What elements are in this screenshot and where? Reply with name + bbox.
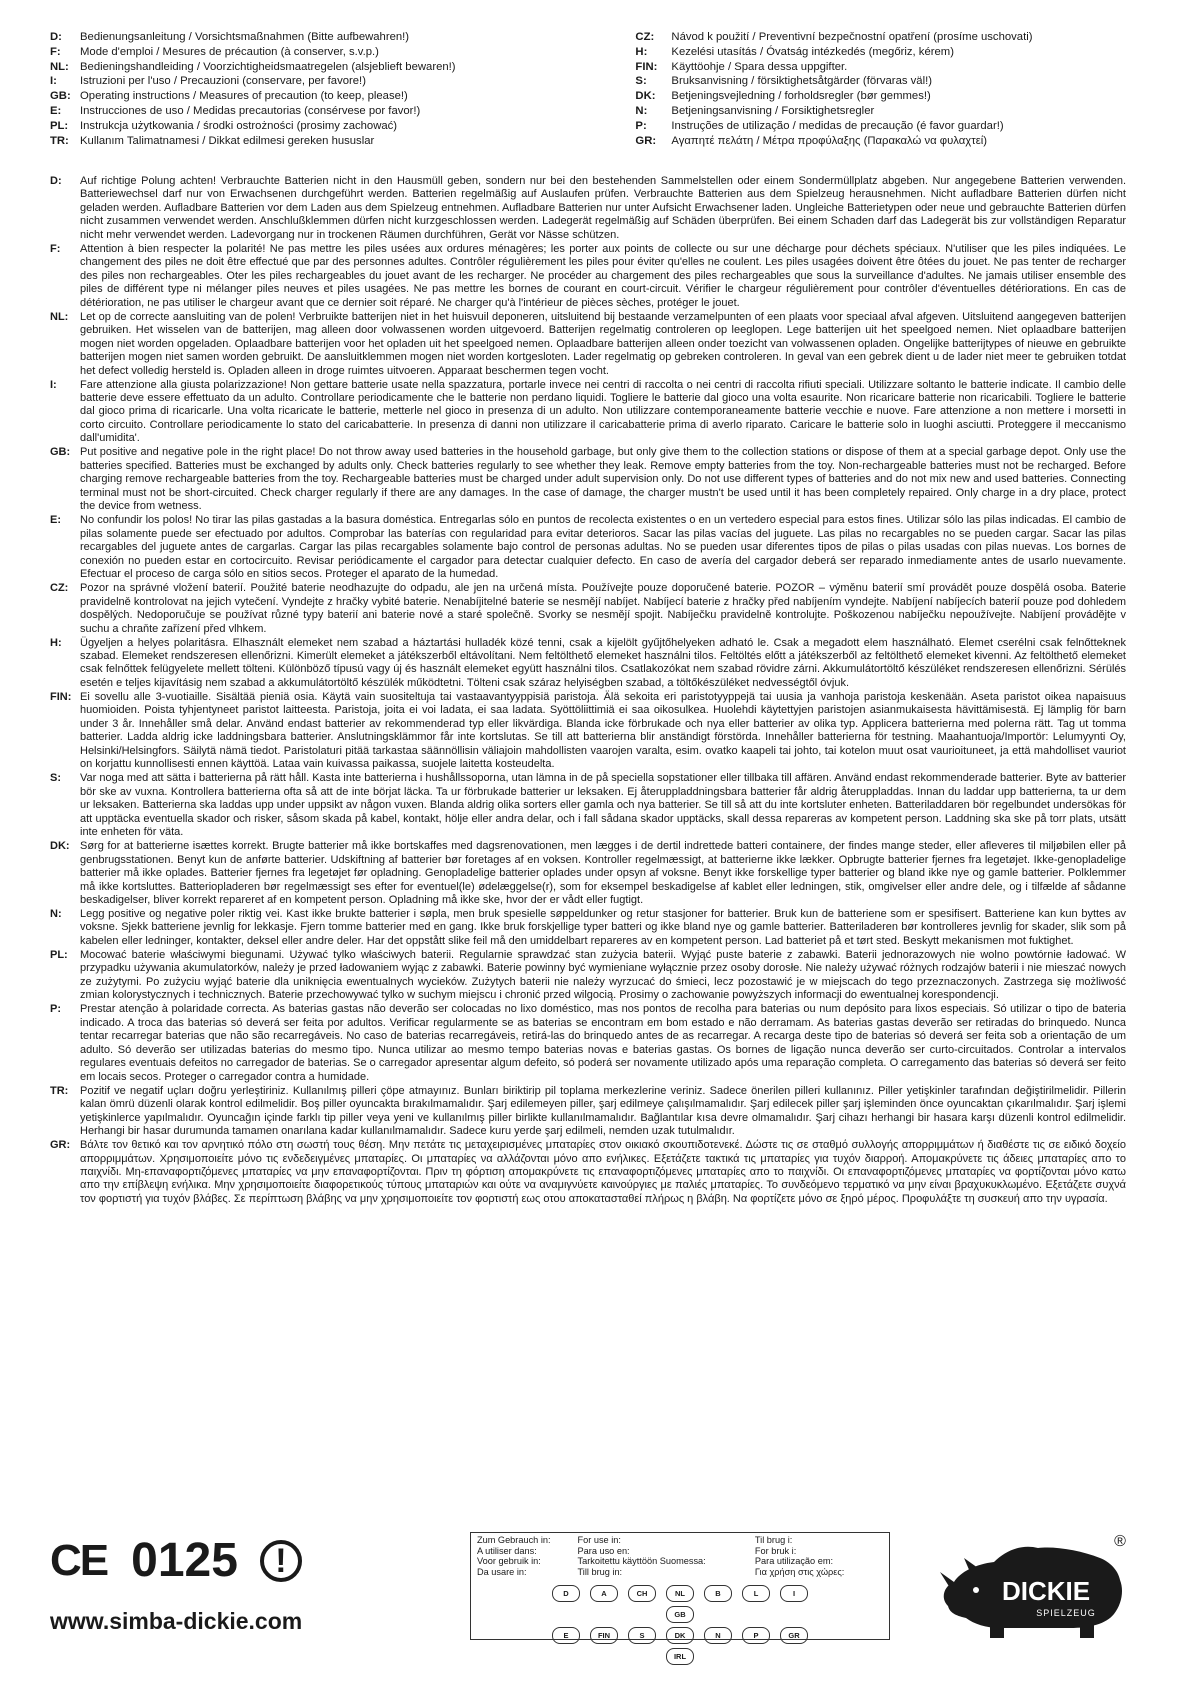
brand-name: DICKIE — [1001, 1576, 1091, 1606]
header-line — [50, 134, 593, 149]
section-text: Prestar atenção à polaridade correcta. As baterias gastas não deverão ser colocadas no lixo doméstico, mas nos pontos de recolha para baterias ou num depósito para lixos especiais. Só utilizar o tipo de bateria indicado. A troca das baterias só deverá ser feita por adultos. Verificar regularmente se as baterias se encontram em bom estado e não derramam. As baterias gastas deverão ser retiradas do brinquedo. Nunca tentar recarregar baterias que não são recarregáveis. No caso de baterias recarregáveis, retirá-las do brinquedo antes de as recarregar. A recarga deste tipo de baterias só deverá ser feita sob a orientação de um adulto. Só deverão ser utilizadas baterias do mesmo tipo. Nunca utilizar ao mesmo tempo baterias novas e baterias gastas. Os bornes de ligação nunca deverão ser curto-circuitados. Controlar a intervalos regulares eventuais defeitos no carregador de baterias. Se o carregador apresentar algum defeito, só poderá ser novamente utilizado após uma reparação completa. O carregamento das baterias só deverá ser feito em locais secos. Proteger o carregador contra a humidade. — [80, 1003, 1126, 1083]
section-text: Ei sovellu alle 3-vuotiaille. Sisältää pieniä osia. Käytä vain suositeltuja tai vastaavantyyppisiä paristoja. Älä sekoita eri paristotyyppejä tai uusia ja vanhoja paristoja keskenään. Aseta paristot oikea napaisuus huomioiden. Poista tyhjentyneet paristot laitteesta. Paristoja, joita ei voi ladata, ei saa ladata. Syöttöliittimiä ei saa oikosulkea. Huolehdi käytettyjen paristojen asianmukaisesta hävittämisestä. Ej lämplig för barn under 3 år. Innehåller små delar. Använd endast batterier av rekommenderad typ eller likvärdiga. Blanda icke förbrukade och nya eller batterier av olika typ. Applicera batterierna med polerna rätt. Tag ut tomma batterier. Ladda aldrig icke laddningsbara batterier. Anslutningsklämmor får inte kortslutas. Se till att batterierna blir anständigt förstörda. Innehåller batterierna för testning. Maahantuoja/Importör: Lelumyynti Oy, Helsinki/Helsingfors. Säilytä nämä tiedot. Paristolaturi pitää tarkastaa säännöllisin väliajoin mahdollisten vaarojen varalta, esim. ovatko kaapeli tai johto, tai kotelon muut osat vaurioituneet, ja että mahdolliset vauriot on korjattu kunnollisesti ennen käyttöä. Lataa vain kuivassa paikassa, suojele laitetta kosteudelta. — [80, 690, 1126, 771]
section-text: No confundir los polos! No tirar las pilas gastadas a la basura doméstica. Entregarlas sólo en puntos de recolecta existentes o en un vertedero especial para estos fines. Utilizar sólo las pilas indicadas. El cambio de pilas solamente puede ser efectuado por adultos. Comprobar las baterías con regularidad para evitar deterioros. Sacar las pilas vacías del juguete. Las pilas no recargables no se pueden cargar. Sacar las pilas recargables del juguete antes de cargarlas. Cargar las pilas recargables solamente bajo control de personas adultas. No se pueden usar diferentes tipos de pilas o pilas usadas con pilas nuevas. Los bornes de conexión no pueden estar en cortocircuito. Revisar periódicamente el cargador para detectar cualquier defecto. En caso de avería del cargador deberá ser reparado inmediamente antes de usarlo nuevamente. Efectuar el proceso de carga sólo en sitios secos. Proteger el aparato de la humedad. — [80, 514, 1126, 581]
use-line: Tarkoitettu käyttöön Suomessa: — [577, 1556, 706, 1567]
country-code-badge: NL — [666, 1585, 694, 1602]
header-line — [635, 134, 1150, 149]
header-line — [635, 30, 1150, 45]
header-line — [50, 74, 593, 89]
section-language-code: TR: — [50, 1084, 69, 1097]
language-code: GB: — [50, 90, 71, 103]
section-language-code: D: — [50, 175, 62, 187]
warning-section — [50, 691, 1126, 772]
language-code: I: — [50, 75, 57, 88]
warning-section — [50, 446, 1126, 513]
header-line — [50, 45, 593, 60]
country-code-badge: DK — [666, 1627, 694, 1644]
warning-section — [50, 1139, 1126, 1206]
warning-section — [50, 637, 1126, 691]
header-text: Kezelési utasítás / Óvatság intézkedés (megőriz, kérem) — [671, 45, 954, 58]
section-text: Sørg for at batterierne isættes korrekt. Brugte batterier må ikke bortskaffes med dagsrenovationen, men lægges i de dertil indrettede batteri containere, der findes mange steder, eller afleveres til miljøbilen eller på genbrugsstationen. Benyt kun de anførte batterier. Udskiftning af batterier bør foretages af en voksen. Kontroller regelmæssigt, at batterierne ikke lækker. Opbrugte batterier fjernes fra legetøjet. Ikke-genopladelige batterier må ikke oplades. Batterier fjernes fra legetøjet før opladning. Genopladelige batterier oplades under opsyn af voksne. Benyt ikke forskellige typer batterier og bland ikke nye og gamle batterier. Polklemmer må ikke kortsluttes. Batteriopladeren bør regelmæssigt ses efter for eventuel(le) ødelæggelse(r), som for eksempel beskadigelse af kablet eller ledningen, stik, omgivelser eller andre dele, og i tilfælde af sådanne beskadigelser, bliver korrekt repareret af en kompetent person. Opladning må ikke ske, hvor der er vådt eller fugtigt. — [80, 840, 1126, 906]
use-line: Zum Gebrauch in: — [477, 1535, 551, 1545]
warning-section — [50, 175, 1126, 242]
header-text: Betjeningsvejledning / forholdsregler (bør gemmes!) — [671, 90, 931, 103]
section-text: Ügyeljen a helyes polaritásra. Elhasznált elemeket nem szabad a háztartási hulladék közé tenni, csak a kijelölt gyűjtőhelyeken adható le. Csak a megadott elem használható. Elemet cserélni csak felnőtteknek szabad. Elemeket rendszeresen ellenőrizni. Kimerült elemeket a játékszerből eltávolítani. Nem feltölthető elemeket használni tilos. Feltöltés előtt a játékszerből az feltölthető elemeket kivenni. Az feltölthető elemeket csak felnőttek felügyelete mellett tölteni. Különböző típusú vagy új és használt elemeket együtt használni tilos. Csatlakozókat nem szabad rövidre zárni. Akkumulátortöltő készüléket rendszeresen ellenőrizni. Sérülés esetén e teljes kijavításig nem szabad a akkumulátortöltő készülék működtetni. Tölteni csak száraz helyiségben szabad, a töltőkészüléket nedvességtől óvjuk. — [80, 636, 1126, 689]
header-line — [635, 89, 1150, 104]
registered-mark: ® — [1114, 1533, 1126, 1550]
section-language-code: PL: — [50, 948, 68, 961]
use-line: A utiliser dans: — [477, 1545, 537, 1556]
country-code-badge: GR — [780, 1627, 808, 1644]
language-code: H: — [635, 45, 648, 58]
section-text: Var noga med att sätta i batterierna på rätt håll. Kasta inte batterierna i hushållssoporna, utan lämna in de på speciella sopstationer eller tillbaka till affären. Använd endast rekommenderade batterier. Byte av batterier bör ske av vuxna. Kontrollera batterierna ofta så att de inte börjat läcka. Ta ur förbrukade batterier ur leksaken. Ej återuppladdningsbara batterier får aldrig återuppladdas. Innan du laddar upp batterierna, ta ur dem ur leksaken. Batterierna ska laddas upp under uppsikt av någon vuxen. Blanda aldrig olika sorters eller gamla och nya batterier. Se till så att du inte kortsluter enheten. Batteriladdaren bör regelbundet undersökas för att upptäcka eventuella skador och risker, såsom skada på kabel, kontakt, hölje eller andra delar, och i fall sådana skador upptäcks, skall dessa repareras av kompetent person. Laddning ska ske på torr plats, utsätt inte enheten för väta. — [80, 772, 1126, 839]
section-language-code: S: — [50, 772, 61, 785]
header-line — [635, 74, 1150, 89]
use-line: Voor gebruik in: — [477, 1556, 541, 1567]
language-code: S: — [635, 75, 647, 88]
language-code: N: — [635, 104, 648, 117]
use-column-1 — [477, 1535, 578, 1577]
header-line — [50, 119, 593, 134]
header-text: Bedienungsanleitung / Vorsichtsmaßnahmen (Bitte aufbewahren!) — [80, 31, 410, 43]
language-code: D: — [50, 31, 62, 43]
header-text: Návod k použití / Preventivní bezpečnostní opatření (prosíme uschovati) — [671, 31, 1033, 43]
country-use-box — [470, 1532, 890, 1661]
language-code: TR: — [50, 134, 69, 147]
section-language-code: NL: — [50, 310, 69, 323]
warning-section — [50, 582, 1126, 636]
header-text: Instrukcja użytkowania / środki ostrożności (prosimy zachować) — [80, 119, 398, 132]
certification-row — [50, 1536, 302, 1586]
notified-body-number: 0125 — [131, 1534, 238, 1587]
country-code-badge: L — [742, 1585, 770, 1602]
section-text: Pozitif ve negatif uçları doğru yerleştiriniz. Kullanılmış pilleri çöpe atmayınız. Bunları biriktirip pil toplama merkezlerine veriniz. Sadece önerilen pilleri kullanınız. Piller yetişkinler tarafından değiştirilmelidir. Pillerin kalan ömrü düzenli olarak kontrol edilmelidir. Boş piller oyuncakta bırakılmamalıdır. Şarj edilemeyen piller, şarj edilmeye çalışılmamalıdır. Şarj edilecek piller şarj işleminden önce oyuncaktan çıkarılmalıdır. Şarj işlemi yetişkinlerce yapılmalıdır. Oyuncağın içinde farklı tip piller veya yeni ve kullanılmış piller birlikte kullanılmamalıdır. Bağlantılar kısa devre olmamalıdır. Şarj cihazı herhangi bir hasara karşı düzenli kontrol edilmelidir. Herhangi bir hasar durumunda tamamen onarılana kadar kullanılmamalıdır. Sadece kuru yerde şarj edilmeli, nemden uzak tutulmalıdır. — [80, 1084, 1126, 1138]
section-text: Let op de correcte aansluiting van de polen! Verbruikte batterijen niet in het huisvuil deponeren, uitsluitend bij bestaande verzamelpunten of een plaats voor speciaal afval afgeven. Uitsluitend aangegeven batterijen gebruiken. Het wisselen van de batterijen, mag alleen door volwassenen worden uitgevoerd. Batterijen regelmatig controleren op leeglopen. Lege batterijen uit het speelgoed nemen. Niet oplaadbare batterijen mogen niet worden opgeladen. Oplaadbare batterijen voor het opladen uit het speelgoed nemen. Oplaadbare batterijen alleen onder toezicht van volwassenen opladen. Ongelijke batterijtypes of nieuwe en gebruikte batterijen mogen niet samen worden gebruikt. De aansluitklemmen mogen niet worden kortgesloten. Lader regelmatig op gebreken controleren. In geval van een gebrek dient u de lader niet meer te gebruiken totdat het defect volledig hersteld is. Opladen alleen in droge ruimtes uitvoeren. Apparaat beschermen tegen vocht. — [80, 310, 1126, 377]
use-line: Till brug in: — [577, 1566, 623, 1577]
section-text: Legg positive og negative poler riktig vei. Kast ikke brukte batterier i søpla, men bruk spesielle søppeldunker og retur stasjoner for batterier. Bruk kun de batteriene som er spesifisert. Batteriene kan kun byttes av voksne. Sjekk batteriene jevnlig for lekkasje. Fjern tomme batterier med en gang. Ikke bruk forskjellige typer batteri og ikke bland nye og gamle batterier. Batteriladeren bør kontrolleres jevnlig for skader, slik som på kabelen eller ledninger, kontakter, deksel eller andre deler. Har det oppstått slike feil må den umiddelbart repareres av en kompetent person. Lad batteriet på et tørt sted. Beskytt mekanismen mot fuktighet. — [80, 908, 1126, 947]
warning-section — [50, 1085, 1126, 1139]
country-code-badge: IRL — [666, 1648, 694, 1665]
country-code-badge: GB — [666, 1606, 694, 1623]
dickie-logo — [930, 1528, 1130, 1648]
header-line — [635, 60, 1150, 75]
country-code-badge: A — [590, 1585, 618, 1602]
use-line: Για χρήση στις χώρες: — [754, 1566, 845, 1577]
use-column-3 — [755, 1535, 883, 1577]
section-text: Auf richtige Polung achten! Verbrauchte Batterien nicht in den Hausmüll geben, sondern nur bei den bestehenden Sammelstellen oder einem Sondermüllplatz abgeben. Nur angegebene Batterien verwenden. Batteriewechsel darf nur von Erwachsenen durchgeführt werden. Batterien regelmäßig auf Auslaufen prüfen. Verbrauchte Batterien aus dem Spielzeug herausnehmen. Nicht aufladbare Batterien dürfen nicht geladen werden. Aufladbare Batterien vor dem Laden aus dem Spielzeug entnehmen. Aufladbare Batterien nur unter Aufsicht Erwachsener laden. Ungleiche Batterietypen oder neue und gebrauchte Batterien dürfen nicht zusammen verwendet werden. Anschlußklemmen dürfen nicht kurzgeschlossen werden. Ladegerät regelmäßig auf Schäden überprüfen. Bei einem Schaden darf das Ladegerät bis zur vollständigen Reparatur nicht mehr verwendet werden. Ladevorgang nur in trockenen Räumen durchführen, Gerät vor Nässe schützen. — [80, 175, 1126, 241]
header-text: Betjeningsanvisning / Forsiktighetsregler — [671, 104, 875, 117]
header-text: Käyttöohje / Spara dessa uppgifter. — [671, 60, 848, 73]
language-code: FIN: — [635, 60, 658, 73]
warning-section — [50, 243, 1126, 310]
section-text: Put positive and negative pole in the right place! Do not throw away used batteries in the household garbage, but only give them to the collection stations or dispose of them at a special garbage depot. Only use the batteries specified. Batteries must be exchanged by adults only. Check batteries regularly to see whether they leak. Remove empty batteries from the toy. Non-rechargeable batteries must not be recharged. Before charging remove rechargeable batteries from the toy. Rechargeable batteries must be charged under adult supervision only. Do not use different types of batteries and do not mix new and used batteries. Connecting terminal must not be short-circuited. Check charger regularly if there are any damages. In the case of damage, the charger mustn't be used until it has been completely repaired. Only charge in a dry place, protect the device from wetness. — [80, 446, 1126, 513]
use-line: Til brug i: — [754, 1535, 793, 1545]
section-language-code: FIN: — [50, 690, 72, 703]
header-right-column — [635, 30, 1150, 148]
section-text: Attention à bien respecter la polarité! Ne pas mettre les piles usées aux ordures ménagères; les porter aux points de collecte ou sur une décharge pour déchets spéciaux. N'utiliser que les piles indiquées. Le changement des piles ne doit être effectué que par des personnes adultes. Contrôler régulièrement les piles pour éviter qu'elles ne coulent. Les piles usagées doivent être ôtées du jouet. Ne pas tenter de recharger des piles non rechargeables. Oter les piles rechargeables du jouet avant de les recharger. Ne procéder au chargement des piles rechargeables que sous la surveillance d'adultes. Ne jamais utiliser ensemble des piles de différent type ni mélanger piles neuves et piles usagées. Ne pas mettre les bornes de courant en court-circuit. Vérifier le chargeur régulièrement pour contrôler d'éventuelles détériorations. En cas de détérioration, ne pas utiliser le chargeur avant que ce dernier soit réparé. Ne charger qu'à l'intérieur de pièces sèches, protéger le jouet. — [80, 242, 1126, 309]
country-code-badge: FIN — [590, 1627, 618, 1644]
section-text: Fare attenzione alla giusta polarizzazione! Non gettare batterie usate nella spazzatura, portarle invece nei centri di raccolta o nei centri di raccolta rifiuti speciali. Utilizzare soltanto le batterie indicate. Il cambio delle batterie deve essere effettuato da un adulto. Controllare periodicamente che le batterie non perdano liquidi. Togliere le batterie dal gioco una volta esaurite. Non ricaricare batterie non ricaricabili. Togliere le batterie dal gioco prima di ricaricarle. Una volta ricaricate le batterie, metterle nel gioco in presenza di un adulto. Non utilizzare contemporaneamente batterie vecchie e nuove. Fare attenzione a non mettere i morsetti in corto circuito. Controllare periodicamente lo stato del caricabatterie. In presenza di danni non utilizzare il caricabatterie prima di averlo riparato. Caricare le batterie solo in luoghi asciutti. Proteggere il meccanismo dall'umidita'. — [80, 378, 1126, 445]
language-code: E: — [50, 104, 62, 117]
warning-section — [50, 772, 1126, 839]
use-line: Para utilização em: — [754, 1556, 834, 1567]
header-text: Bedieningshandleiding / Voorzichtigheidsmaatregelen (alsjeblieft bewaren!) — [80, 60, 456, 73]
country-codes-row-2 — [540, 1625, 820, 1667]
brand-sub: SPIELZEUG — [1036, 1608, 1096, 1618]
warning-section — [50, 311, 1126, 378]
language-code: P: — [635, 119, 647, 132]
header-line — [635, 119, 1150, 134]
section-language-code: H: — [50, 636, 62, 649]
section-language-code: GR: — [50, 1139, 71, 1152]
language-code: CZ: — [635, 31, 655, 43]
language-code: F: — [50, 45, 61, 58]
country-codes-row-1 — [540, 1583, 820, 1625]
warning-section — [50, 514, 1126, 581]
use-line: Da usare in: — [477, 1566, 527, 1577]
language-header — [50, 30, 1150, 148]
section-language-code: N: — [50, 908, 62, 920]
country-code-badge: CH — [628, 1585, 656, 1602]
language-code: GR: — [635, 134, 657, 147]
country-code-badge: B — [704, 1585, 732, 1602]
section-text: Pozor na správné vložení baterií. Použité baterie neodhazujte do odpadu, ale jen na určená místa. Používejte pouze doporučené baterie. POZOR – výměnu baterií smí provádět pouze dospělá osoba. Baterie pravidelně kontrolovat na jejich vytečení. Vyndejte z hračky vybité baterie. Nenabíjitelné baterie se nesmějí nabíjet. Nabíjecí baterie z hračky před nabíjením vyndejte. Nabíjení nabíjecích baterií pouze pod dohledem dospělých. Nedoporučuje se používat různé typy baterií ani baterie nové a staré společně. Svorky se nesmějí spojit. Nabíječku pravidelně kontrolujte. Poškozenou nabíječku nepoužívejte. Nabíjení provádějte v suchu a chraňte zařízení před vlhkem. — [80, 582, 1126, 635]
country-code-badge: N — [704, 1627, 732, 1644]
section-language-code: P: — [50, 1003, 61, 1016]
section-text: Mocować baterie właściwymi biegunami. Używać tylko właściwych baterii. Regularnie sprawdzać stan zużycia baterii. Wyjąć puste baterie z zabawki. Baterii jednorazowych nie wolno powtórnie ładować. W przypadku używania akumulatorków, należy je przed ładowaniem wyjąc z zabawki. Baterie powinny być wymieniane wyłącznie przez osoby dorosłe. Nie należy używać różnych rodzajów baterii i nie mieszać nowych ze zużytymi. Po zużyciu wyjąć baterie dla uniknięcia ewentualnych wycieków. Zużytych baterii nie należy wyrzucać do śmieci, lecz pozostawić je w miejscach do tego przeznaczonych. Zastrzega się możliwość zmian kolorystycznych i technicznych. Baterie przechowywać tylko w suchym miejscu i chronić przed wilgocią. Prosimy o zachowanie powyższych informacji do ewentualnej korespondencji. — [80, 948, 1126, 1002]
ce-mark: CE — [50, 1536, 108, 1585]
section-language-code: CZ: — [50, 582, 69, 595]
header-line — [635, 45, 1150, 60]
header-text: Istruzioni per l'uso / Precauzioni (conservare, per favore!) — [80, 75, 366, 88]
warning-section — [50, 908, 1126, 948]
country-code-badge: S — [628, 1627, 656, 1644]
header-text: Instruções de utilização / medidas de precaução (é favor guardar!) — [671, 119, 1004, 132]
header-text: Bruksanvisning / försiktighetsåtgärder (förvaras väl!) — [671, 75, 932, 88]
header-left-column — [50, 30, 593, 148]
use-line: Para uso en: — [577, 1545, 630, 1556]
alert-icon: ! — [260, 1540, 302, 1582]
use-line: For bruk i: — [754, 1545, 797, 1556]
header-line — [635, 104, 1150, 119]
use-column-2 — [578, 1535, 755, 1577]
warning-section — [50, 840, 1126, 907]
language-code: DK: — [635, 90, 656, 103]
header-text: Mode d'emploi / Mesures de précaution (à conserver, s.v.p.) — [80, 45, 379, 58]
section-language-code: F: — [50, 242, 61, 255]
footer — [50, 1528, 1140, 1678]
use-line: For use in: — [577, 1535, 621, 1545]
country-code-badge: P — [742, 1627, 770, 1644]
country-code-badge: E — [552, 1627, 580, 1644]
website-url: www.simba-dickie.com — [50, 1608, 303, 1634]
warning-section — [50, 379, 1126, 446]
section-language-code: E: — [50, 514, 61, 527]
language-code: NL: — [50, 60, 69, 73]
section-language-code: GB: — [50, 446, 71, 459]
country-code-badge: I — [780, 1585, 808, 1602]
section-language-code: DK: — [50, 840, 70, 853]
language-code: PL: — [50, 119, 69, 132]
header-text: Kullanım Talimatnamesi / Dikkat edilmesi gereken hususlar — [80, 134, 375, 147]
warning-section — [50, 1003, 1126, 1084]
country-code-badge: D — [552, 1585, 580, 1602]
section-text: Βάλτε τον θετικό και τον αρνητικό πόλο στη σωστή τους θέση. Μην πετάτε τις μεταχειρισμένες μπαταρίες στον οικιακό σκουπιδοτενεκέ. Δώστε τις σε σταθμό συλλογής απορριμμάτων ή διαθέστε τις σε ειδικό δοχείο απορριμμάτων. Χρησιμοποιείτε μόνο τις ενδεδειγμένες μπαταρίες. Οι μπαταρίες να αλλάζονται μόνο απο ενήλικες. Εξετάζετε τακτικά τις μπαταρίες για τυχόν διαρροή. Απομακρύνετε τις άδειες μπαταρίες απο το παιχνίδι. Μη-επαναφορτιζόμενες μπαταρίες να μην επαναφορτίζονται. Πριν τη φόρτιση απομακρύνετε τις επαναφορτιζόμενες μπαταρίες απο το παιχνίδι. Οι επαναφορτιζόμενες μπαταρίες να φορτίζονται μόνο κατω απο την επίβλεψη ενήλικα. Μην χρησιμοποιείτε διαφορετικούς τύπους μπαταριών και ούτε να αναμιγνύετε καινούργιες με παλιές μπαταρίες. Το συνδεόμενο τερματικό να μην είναι βραχυκυκλωμένο. Εξετάζετε συχνά τον φορτιστή για τυχόν βλάβες. Σε περίπτωση βλάβης να μην χρησιμοποιείτε τον φορτιστή εως οτου αποκατασταθεί πλήρως η βλάβη. Να φορτίζετε μόνο σε ξηρό μέρος. Προφυλάξτε τη συσκευή απο την υγρασία. — [80, 1139, 1126, 1205]
header-line — [50, 30, 593, 45]
warnings-body — [50, 175, 1126, 1207]
header-text: Instrucciones de uso / Medidas precautorias (consérvese por favor!) — [80, 104, 421, 117]
header-line — [50, 104, 593, 119]
header-text: Operating instructions / Measures of precaution (to keep, please!) — [80, 90, 408, 103]
warning-section — [50, 949, 1126, 1003]
section-language-code: I: — [50, 378, 57, 391]
header-line — [50, 60, 593, 75]
header-text: Αγαπητέ πελάτη / Μέτρα προφύλαξης (Παρακαλώ να φυλαχτεί) — [671, 134, 988, 147]
header-line — [50, 89, 593, 104]
